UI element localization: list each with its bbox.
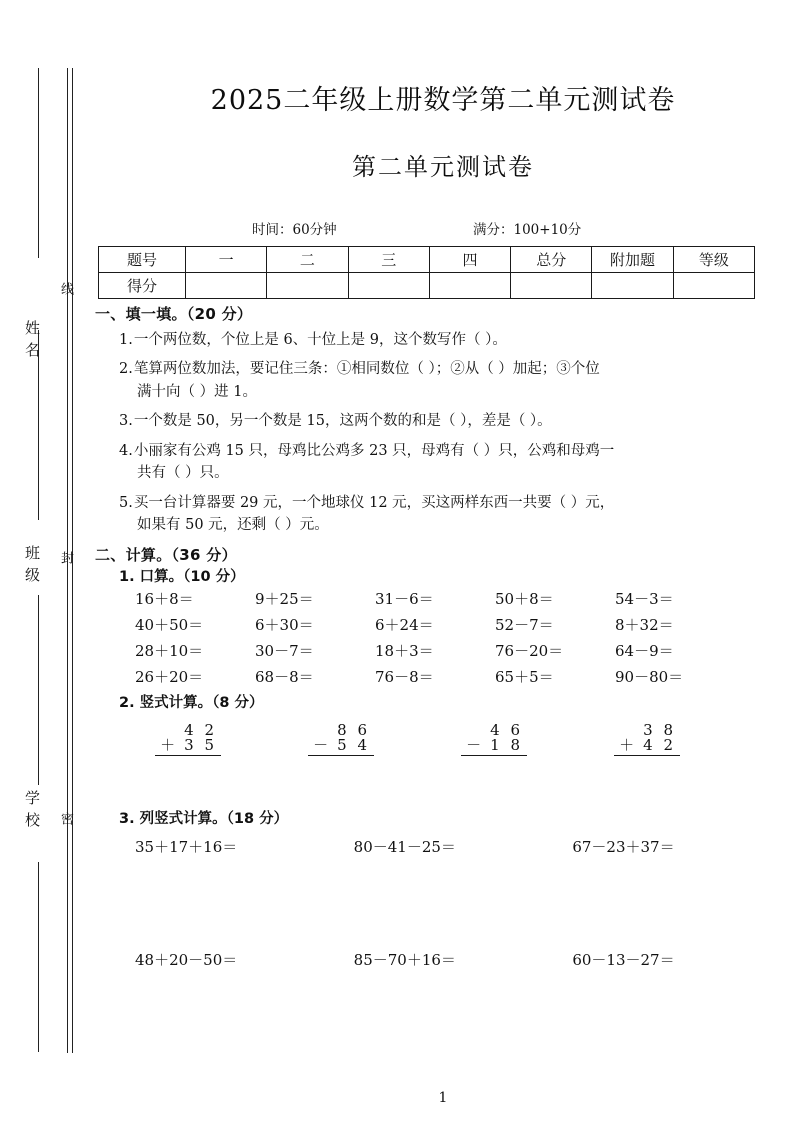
page-subtitle: 第二单元测试卷 — [352, 153, 534, 181]
score-cell-3[interactable] — [348, 273, 429, 299]
oral-problem[interactable]: 64－9＝ — [615, 642, 674, 661]
vertical-problem-3[interactable] — [441, 720, 594, 756]
subsection-heading-oral: 1. 口算。（10 分） — [119, 568, 245, 585]
seal-label-name: 姓名 — [23, 320, 41, 364]
vertical-operand-bottom: 1 8 — [490, 735, 523, 754]
vertical-operand-bottom: 5 4 — [337, 735, 370, 754]
vertical-operand-top: 3 8 — [643, 720, 676, 739]
question-2-text-line1: 笔算两位数加法，要记住三条：①相同数位（ ）；②从（ ）加起；③个位 — [133, 361, 600, 378]
score-table-col-3: 三 — [348, 247, 429, 273]
oral-problem[interactable]: 28＋10＝ — [135, 642, 204, 661]
question-2-number: 2. — [119, 361, 133, 378]
score-table-col-grade: 等级 — [673, 247, 754, 273]
list-problem[interactable]: 60－13－27＝ — [572, 951, 675, 970]
seal-label-secret: 密 — [58, 812, 73, 825]
score-table — [98, 246, 755, 299]
question-3-number: 3. — [119, 413, 133, 430]
work-space-2[interactable] — [135, 968, 791, 1052]
subsection-heading-vertical: 2. 竖式计算。（8 分） — [119, 695, 264, 712]
vertical-problem-4[interactable] — [594, 720, 747, 756]
subsection-heading-list: 3. 列竖式计算。（18 分） — [119, 810, 289, 827]
vertical-operand-top: 4 6 — [490, 720, 523, 739]
score-table-score-row — [99, 273, 755, 299]
oral-problem[interactable]: 52－7＝ — [495, 616, 554, 635]
section-heading-fill: 一、填一填。（20 分） — [95, 305, 253, 323]
question-1-text: 一个两位数，个位上是 6、十位上是 9，这个数写作（ ）。 — [133, 332, 507, 348]
question-2 — [119, 358, 791, 403]
oral-problem[interactable]: 6＋24＝ — [375, 616, 434, 635]
list-problem[interactable]: 85－70＋16＝ — [353, 951, 456, 970]
question-4-number: 4. — [119, 442, 133, 459]
oral-problem[interactable]: 6＋30＝ — [255, 616, 314, 635]
question-2-text-line2: 满十向（ ）进 1。 — [137, 383, 257, 400]
seal-outer-line-1 — [38, 68, 39, 258]
list-row-1 — [135, 840, 791, 855]
score-cell-2[interactable] — [267, 273, 348, 299]
oral-problem[interactable]: 30－7＝ — [255, 642, 314, 661]
oral-row-2 — [135, 618, 791, 633]
oral-problem[interactable]: 76－8＝ — [375, 668, 434, 687]
seal-outer-line-3 — [38, 595, 39, 785]
score-cell-total[interactable] — [511, 273, 592, 299]
question-4-text-line1: 小丽家有公鸡 15 只，母鸡比公鸡多 23 只，母鸡有（ ）只，公鸡和母鸡一 — [133, 442, 615, 459]
oral-row-1 — [135, 592, 791, 607]
question-1-number: 1. — [119, 332, 133, 348]
question-3-text: 一个数是 50，另一个数是 15，这两个数的和是（ ），差是（ ）。 — [133, 413, 552, 430]
seal-label-school: 学校 — [23, 790, 41, 834]
oral-problem[interactable]: 50＋8＝ — [495, 590, 554, 609]
list-calculation-grid — [135, 840, 791, 1052]
vertical-operator: － — [313, 735, 332, 754]
list-problem[interactable]: 80－41－25＝ — [353, 838, 456, 857]
seal-label-seal: 封 — [58, 551, 73, 564]
score-table-col-total: 总分 — [511, 247, 592, 273]
question-3 — [119, 410, 791, 432]
vertical-operand-bottom: 4 2 — [643, 735, 676, 754]
seal-label-class: 班级 — [23, 545, 41, 589]
oral-problem[interactable]: 9＋25＝ — [255, 590, 314, 609]
oral-calculation-grid — [135, 592, 791, 685]
score-table-col-4: 四 — [429, 247, 510, 273]
page-number: 1 — [438, 1090, 448, 1106]
list-problem[interactable]: 48＋20－50＝ — [135, 951, 238, 970]
score-cell-bonus[interactable] — [592, 273, 673, 299]
vertical-operator: － — [466, 735, 485, 754]
oral-row-3 — [135, 644, 791, 659]
oral-problem[interactable]: 16＋8＝ — [135, 590, 194, 609]
score-cell-4[interactable] — [429, 273, 510, 299]
oral-problem[interactable]: 18＋3＝ — [375, 642, 434, 661]
exam-content — [95, 307, 791, 1052]
page-body — [95, 0, 791, 1122]
exam-meta — [95, 218, 791, 240]
question-5-text-line2: 如果有 50 元，还剩（ ）元。 — [137, 517, 329, 534]
exam-total-score-label: 满分：100+10分 — [473, 222, 582, 238]
vertical-operator: ＋ — [619, 735, 638, 754]
question-4-text-line2: 共有（ ）只。 — [137, 465, 229, 482]
vertical-operator: ＋ — [160, 735, 179, 754]
score-table-row-label: 题号 — [99, 247, 186, 273]
list-row-2 — [135, 953, 791, 968]
oral-row-4 — [135, 670, 791, 685]
oral-problem[interactable]: 76－20＝ — [495, 642, 564, 661]
question-5-number: 5. — [119, 494, 133, 511]
list-problem[interactable]: 35＋17＋16＝ — [135, 838, 238, 857]
vertical-operand-top: 8 6 — [337, 720, 370, 739]
score-table-score-label: 得分 — [99, 273, 186, 299]
work-space-1[interactable] — [135, 855, 791, 939]
oral-problem[interactable]: 54－3＝ — [615, 590, 674, 609]
oral-problem[interactable]: 31－6＝ — [375, 590, 434, 609]
question-4 — [119, 440, 791, 485]
oral-problem[interactable]: 8＋32＝ — [615, 616, 674, 635]
oral-problem[interactable]: 90－80＝ — [615, 668, 684, 687]
score-table-col-bonus: 附加题 — [592, 247, 673, 273]
score-table-col-2: 二 — [267, 247, 348, 273]
section-heading-calculate: 二、计算。（36 分） — [95, 545, 237, 564]
oral-problem[interactable]: 26＋20＝ — [135, 668, 204, 687]
score-cell-grade[interactable] — [673, 273, 754, 299]
question-1 — [119, 329, 791, 351]
page-title: 2025二年级上册数学第二单元测试卷 — [210, 85, 676, 116]
vertical-operand-bottom: 3 5 — [184, 735, 217, 754]
question-5-text-line1: 买一台计算器要 29 元，一个地球仪 12 元，买这两样东西一共要（ ）元， — [133, 494, 615, 511]
oral-problem[interactable]: 40＋50＝ — [135, 616, 204, 635]
oral-problem[interactable]: 65＋5＝ — [495, 668, 554, 687]
oral-problem[interactable]: 68－8＝ — [255, 668, 314, 687]
vertical-calculation-row — [135, 720, 791, 756]
question-5 — [119, 492, 791, 537]
list-problem[interactable]: 67－23＋37＝ — [572, 838, 675, 857]
exam-time-label: 时间：60分钟 — [252, 222, 337, 238]
score-table-col-1: 一 — [186, 247, 267, 273]
seal-label-line: 线 — [58, 282, 73, 295]
score-cell-1[interactable] — [186, 273, 267, 299]
vertical-operand-top: 4 2 — [184, 720, 217, 739]
seal-outer-line-4 — [38, 862, 39, 1052]
score-table-header-row — [99, 247, 755, 273]
vertical-problem-2[interactable] — [288, 720, 441, 756]
seal-strip — [0, 0, 95, 1122]
vertical-problem-1[interactable] — [135, 720, 288, 756]
